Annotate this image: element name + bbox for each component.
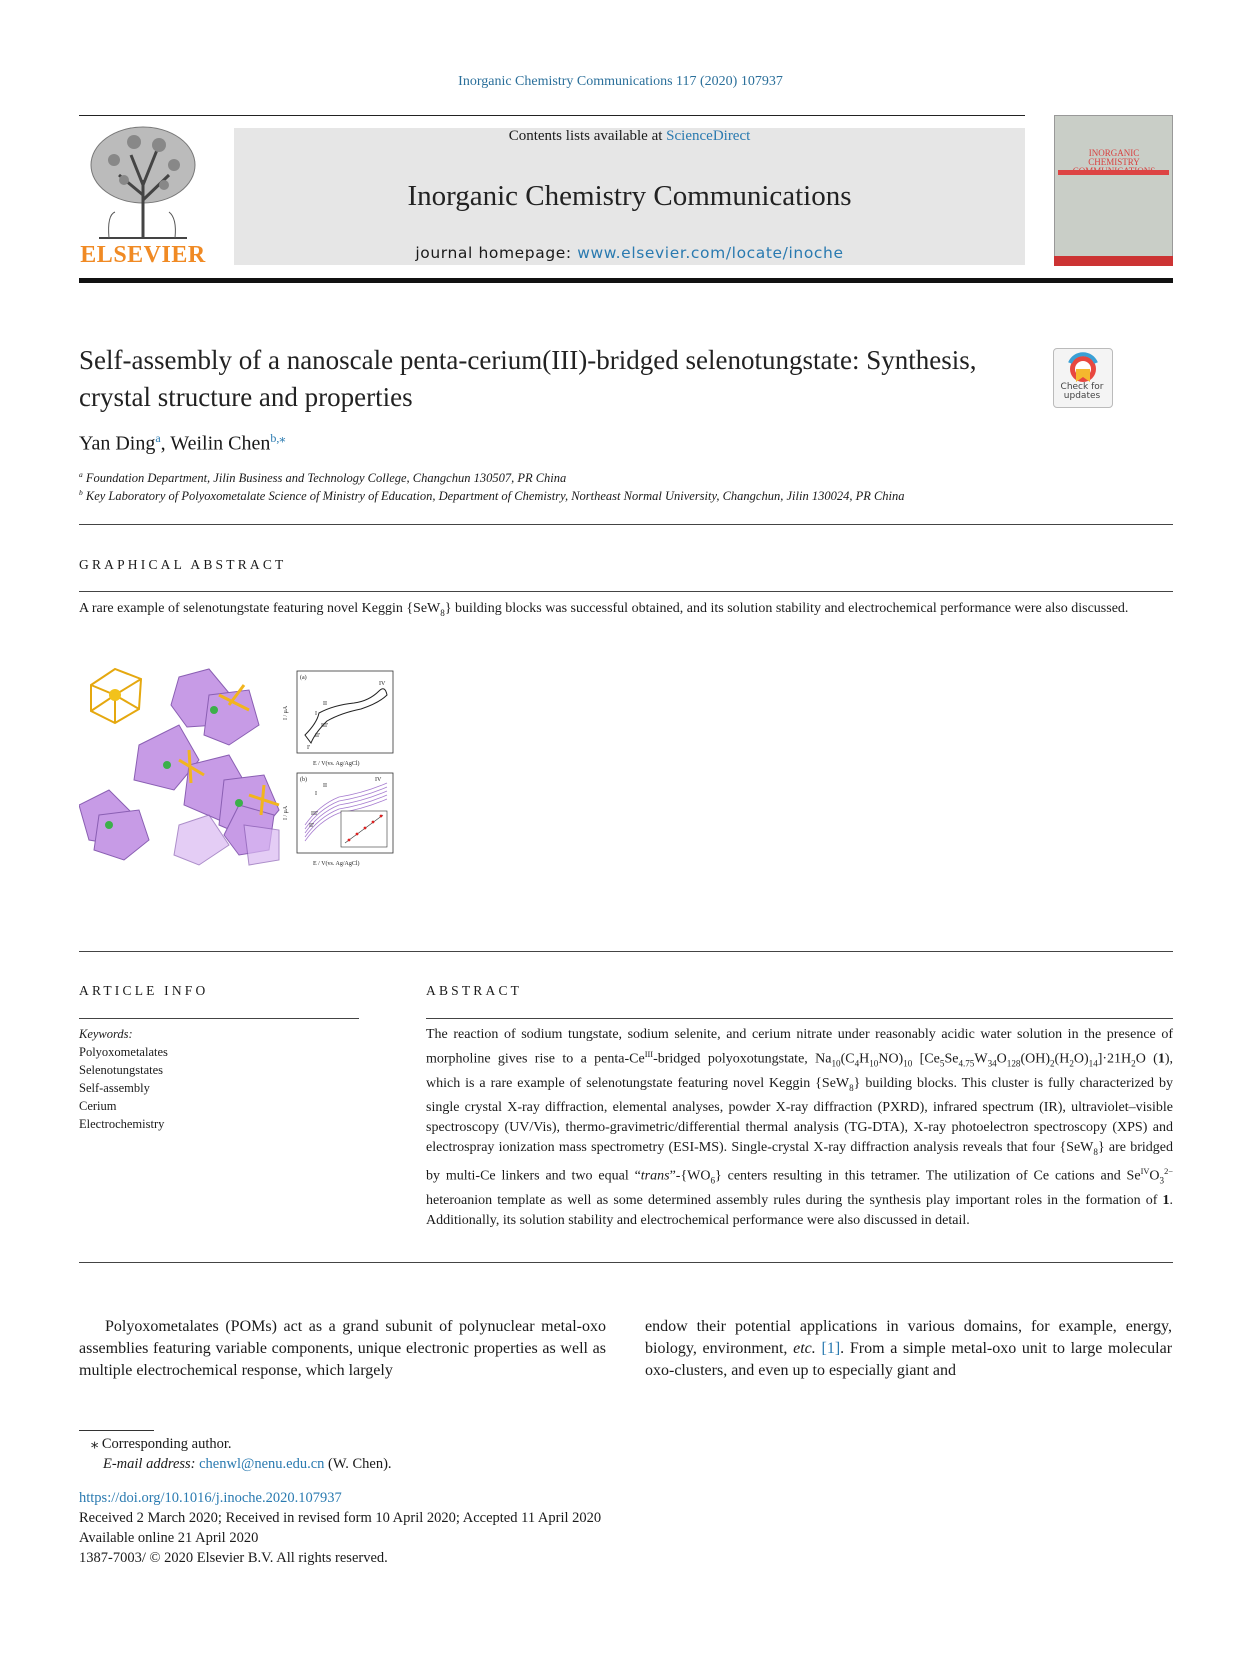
abstract-part: O — [1149, 1168, 1160, 1184]
abstract-part: O) — [1073, 1051, 1089, 1067]
abstract-sub: 10 — [903, 1058, 913, 1069]
peak-label: II — [323, 783, 327, 789]
cv-plot-a — [283, 671, 393, 767]
peak-label: II' — [309, 823, 315, 829]
copyright-line: 1387-7003/ © 2020 Elsevier B.V. All rights reserved. — [79, 1550, 388, 1566]
y-axis-label: I / μA — [283, 705, 289, 720]
peak-label: III' — [321, 723, 329, 729]
author-separator: , — [160, 432, 171, 455]
abstract-sub: 34 — [987, 1058, 997, 1069]
elsevier-wordmark: ELSEVIER — [80, 242, 206, 268]
ga-text-part: A rare example of selenotungstate featuring novel Keggin {SeW — [79, 601, 441, 616]
available-online: Available online 21 April 2020 — [79, 1530, 259, 1546]
article-title: Self-assembly of a nanoscale penta-cerium(III)-bridged selenotungstate: Synthesis, crystal structure and properties — [79, 345, 977, 412]
crossmark-label: Check for updates — [1060, 382, 1104, 401]
abstract-part: . Additionally, its solution stability and electrochemical performance were also discussed in detail. — [426, 1192, 1173, 1229]
abstract-sub: 3 — [1159, 1175, 1165, 1186]
abstract-part: NO) — [878, 1051, 904, 1067]
abstract-sub: 8 — [849, 1082, 854, 1093]
journal-cover-thumbnail[interactable] — [1054, 115, 1173, 266]
section-rule — [79, 524, 1173, 525]
author-list — [79, 431, 285, 456]
footnote-rule — [79, 1430, 154, 1431]
journal-homepage-line — [234, 244, 1025, 262]
homepage-prefix: journal homepage: — [415, 244, 578, 262]
graphical-abstract-heading: GRAPHICAL ABSTRACT — [79, 557, 287, 572]
abstract-part: heteroanion template as well as some determined assembly rules during the synthesis play important roles in the formation of — [426, 1192, 1163, 1208]
cover-bottom-band — [1054, 256, 1173, 266]
abstract-part: The reaction of sodium tungstate, sodium selenite, and cerium nitrate under reasonably acidic water solution in the presence of morpholine gives rise to a penta-Ce — [426, 1027, 1173, 1067]
y-axis-label: I / μA — [283, 805, 289, 820]
abstract-text — [426, 1025, 1173, 1231]
graphical-abstract-text — [79, 599, 1173, 623]
abstract-sub: 8 — [1093, 1147, 1098, 1158]
author-affiliation-marker[interactable]: b,⁎ — [270, 431, 286, 445]
contents-prefix: Contents lists available at — [508, 128, 667, 144]
compound-number: 1 — [1157, 1051, 1165, 1067]
cover-stripe — [1058, 170, 1169, 175]
graphical-abstract-figure[interactable] — [79, 665, 419, 925]
abstract-part: [Ce — [912, 1051, 940, 1067]
keyword-item: Selenotungstates — [79, 1063, 164, 1077]
abstract-part: } centers resulting in this tetramer. The utilization of Ce cations and Se — [715, 1168, 1141, 1184]
abstract-part: } building blocks. This cluster is fully characterized by single crystal X-ray diffraction, elemental analyses, powder X-ray diffraction (PXRD), infrared spectrum (IR), ultraviolet–visible spectroscopy (UV/Vis), thermo-gravimetric/differential thermal analysis (TG-DTA), X-ray photoelectron spectroscopy (XPS) and electrospray ionization mass spectrometry (ESI-MS). Single-crystal X-ray diffraction analysis reveals that four {SeW — [426, 1075, 1173, 1156]
abstract-sub: 2 — [1069, 1058, 1074, 1069]
affiliation-b — [79, 488, 905, 504]
author-affiliation-marker[interactable]: a — [155, 431, 161, 445]
email-line — [103, 1456, 392, 1473]
corresponding-author-note: ⁎ Corresponding author. — [91, 1436, 232, 1452]
ga-text-part: } building blocks was successful obtained, and its solution stability and electrochemical performance were also discussed. — [444, 601, 1129, 616]
peak-label: I — [315, 711, 317, 717]
peak-label: I — [315, 791, 317, 797]
abstract-part: ”-{WO — [669, 1168, 711, 1184]
abstract-heading: ABSTRACT — [426, 983, 523, 998]
affiliation-marker: b — [79, 488, 83, 497]
affiliation-text: Foundation Department, Jilin Business and Technology College, Changchun 130507, PR China — [85, 471, 567, 486]
abstract-sub: 128 — [1006, 1058, 1021, 1069]
cover-title: INORGANIC CHEMISTRY — [1088, 148, 1140, 167]
body-text-part: endow their potential applications in various domains, for example, energy, biology, environment, — [645, 1318, 1172, 1357]
citation-link[interactable]: [1] — [821, 1340, 841, 1357]
author-name[interactable]: Weilin Chen — [170, 432, 271, 455]
section-rule — [79, 1262, 1173, 1263]
article-info-heading: ARTICLE INFO — [79, 983, 209, 998]
abstract-part: -bridged polyoxotungstate, Na — [653, 1051, 832, 1067]
abstract-part: } are bridged by multi-Ce linkers and two equal “ — [426, 1140, 1174, 1184]
abstract-part: W — [974, 1051, 988, 1067]
email-label: E-mail address: — [103, 1456, 200, 1472]
x-axis-label: E / V(vs. Ag/AgCl) — [313, 861, 360, 867]
keyword-item: Cerium — [79, 1099, 117, 1113]
ga-text-sub: 8 — [440, 607, 445, 618]
body-column-left: Polyoxometalates (POMs) act as a grand subunit of polynuclear metal-oxo assemblies featuring variable components, unique electronic properties as well as multiple electrochemical response, which largely — [79, 1318, 606, 1379]
abstract-part: Se — [944, 1051, 959, 1067]
abstract-part: H — [859, 1051, 870, 1067]
body-column-right — [645, 1316, 1172, 1382]
abstract-part: (H — [1054, 1051, 1070, 1067]
peak-label: III' — [311, 811, 319, 817]
contents-line — [234, 128, 1025, 145]
header-thick-rule — [79, 278, 1173, 283]
abstract-sub: 4.75 — [958, 1058, 975, 1069]
keywords-label: Keywords: — [79, 1027, 133, 1041]
abstract-sub: 2 — [1131, 1058, 1136, 1069]
article-info-rule — [79, 1018, 359, 1019]
keyword-item: Self-assembly — [79, 1081, 150, 1095]
abstract-sub: 5 — [939, 1058, 945, 1069]
email-link[interactable]: chenwl@nenu.edu.cn — [199, 1456, 325, 1472]
author-name[interactable]: Yan Ding — [79, 432, 156, 455]
section-rule — [79, 591, 1173, 592]
peak-label: I' — [307, 745, 311, 751]
homepage-link[interactable]: www.elsevier.com/locate/inoche — [577, 244, 844, 262]
affiliation-text: Key Laboratory of Polyoxometalate Science of Ministry of Education, Department of Chemistry, Northeast Normal University, Changchun, Jilin 130024, PR China — [85, 489, 905, 504]
header-top-rule — [79, 115, 1025, 116]
affiliation-a — [79, 470, 566, 486]
compound-number: 1 — [1162, 1192, 1170, 1208]
abstract-sup: III — [644, 1050, 654, 1060]
panel-a-label: (a) — [300, 675, 307, 681]
abstract-rule — [426, 1018, 1173, 1019]
abstract-sub: 14 — [1088, 1058, 1098, 1069]
body-text-part: . From a simple metal-oxo unit to large molecular oxo-clusters, and even up to especially giant and — [645, 1340, 1173, 1379]
peak-label: II — [323, 701, 327, 707]
x-axis-label: E / V(vs. Ag/AgCl) — [313, 761, 360, 767]
email-suffix: (W. Chen). — [324, 1456, 392, 1472]
peak-label: II' — [315, 733, 321, 739]
abstract-sup: 2− — [1164, 1167, 1173, 1177]
abstract-part: ]·21H — [1097, 1051, 1132, 1067]
abstract-part: ), which is a rare example of selenotungstate featuring novel Keggin {SeW — [426, 1051, 1174, 1091]
doi-link[interactable]: https://doi.org/10.1016/j.inoche.2020.107937 — [79, 1490, 342, 1506]
received-dates: Received 2 March 2020; Received in revised form 10 April 2020; Accepted 11 April 2020 — [79, 1510, 602, 1526]
cage-center-atom — [109, 689, 121, 701]
affiliation-marker: a — [79, 470, 83, 479]
panel-b-label: (b) — [300, 777, 307, 783]
abstract-sub: 4 — [854, 1058, 860, 1069]
abstract-part: (C — [840, 1051, 855, 1067]
abstract-part: O — [996, 1051, 1007, 1067]
section-rule — [79, 951, 1173, 952]
peak-label: IV — [379, 681, 386, 687]
keyword-item: Polyoxometalates — [79, 1045, 168, 1059]
sciencedirect-link[interactable]: ScienceDirect — [666, 128, 751, 144]
abstract-part: O ( — [1135, 1051, 1158, 1067]
journal-reference[interactable]: Inorganic Chemistry Communications 117 (2020) 107937 — [458, 74, 783, 89]
abstract-sup: IV — [1140, 1167, 1150, 1177]
abstract-sub: 6 — [710, 1175, 716, 1186]
keyword-item: Electrochemistry — [79, 1117, 165, 1131]
journal-title: Inorganic Chemistry Communications — [407, 180, 852, 212]
peak-label: IV — [375, 777, 382, 783]
abstract-sub: 10 — [869, 1058, 879, 1069]
body-italic: etc. — [793, 1340, 816, 1357]
abstract-italic: trans — [640, 1168, 670, 1184]
cv-plot-b — [283, 773, 393, 867]
abstract-part: (OH) — [1020, 1051, 1050, 1067]
abstract-sub: 10 — [831, 1058, 841, 1069]
abstract-sub: 2 — [1049, 1058, 1055, 1069]
